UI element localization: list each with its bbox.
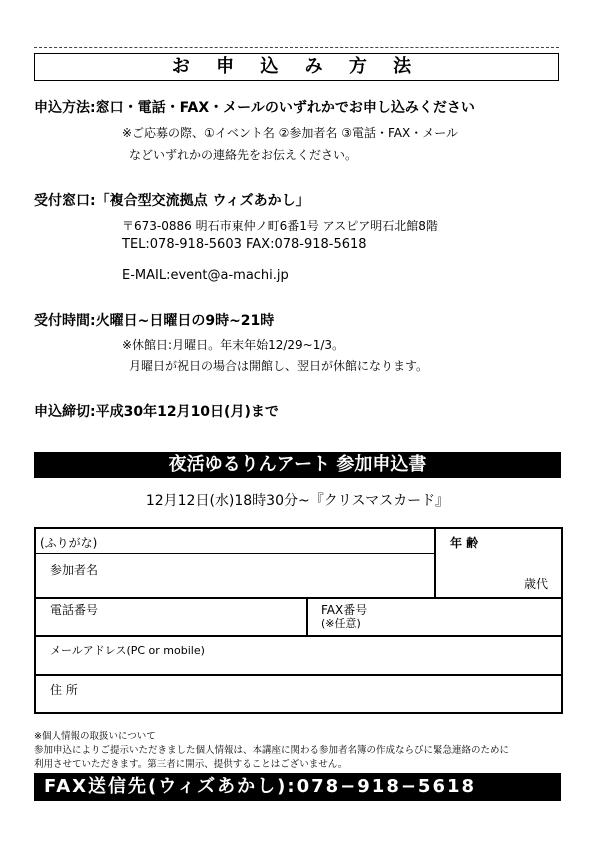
hours-note-2: 月曜日が祝日の場合は開館し、翌日が休館になります。 [129, 359, 429, 373]
privacy-title: ※個人情報の取扱いについて [34, 731, 156, 742]
top-dashed-rule [34, 47, 559, 48]
method-note-2: などいずれかの連絡先をお伝えください。 [129, 148, 358, 162]
address-label: 住 所 [50, 683, 78, 697]
age-label: 年 齢 [450, 536, 479, 550]
reception-address: 〒673-0886 明石市東仲ノ町6番1号 アスピア明石北館8階 [122, 219, 438, 233]
reception-email: E-MAIL:event@a-machi.jp [122, 268, 289, 283]
hours-line: 受付時間:火曜日~日曜日の9時~21時 [34, 313, 275, 329]
furigana-divider [36, 553, 434, 554]
form-title-bar: 夜活ゆるりんアート 参加申込書 [34, 452, 561, 478]
age-divider [434, 529, 436, 597]
fax-label: FAX番号 [321, 603, 368, 617]
privacy-line-1: 参加申込によりご提示いただきました個人情報は、本講座に関わる参加者名簿の作成ならびに緊急連絡のために [34, 745, 510, 756]
participant-name-label: 参加者名 [50, 563, 99, 577]
fax-optional-note: (※任意) [321, 617, 361, 630]
event-line: 12月12日(水)18時30分~『クリスマスカード』 [145, 493, 450, 509]
reception-line: 受付窓口:「複合型交流拠点 ウィズあかし」 [34, 193, 310, 209]
row-divider-3 [36, 674, 561, 676]
age-unit: 歳代 [524, 577, 549, 591]
reception-tel-fax: TEL:078-918-5603 FAX:078-918-5618 [122, 237, 367, 252]
phone-label: 電話番号 [50, 603, 99, 617]
apply-method-heading: お 申 込 み 方 法 [34, 53, 559, 81]
method-line: 申込方法:窓口・電話・FAX・メールのいずれかでお申し込みください [34, 100, 475, 116]
furigana-label: (ふりがな) [40, 536, 98, 550]
application-form [34, 527, 563, 714]
fax-destination-bar: FAX送信先(ウィズあかし):078−918−5618 [34, 773, 561, 801]
deadline-line: 申込締切:平成30年12月10日(月)まで [34, 404, 279, 420]
email-label: メールアドレス(PC or mobile) [50, 644, 205, 657]
hours-note-1: ※休館日:月曜日。年末年始12/29~1/3。 [122, 338, 345, 352]
row-divider-2 [36, 635, 561, 637]
method-note-1: ※ご応募の際、①イベント名 ②参加者名 ③電話・FAX・メール [122, 126, 458, 140]
row-divider-1 [36, 597, 561, 599]
fax-divider [306, 597, 308, 635]
privacy-line-2: 利用させていただきます。第三者に開示、提供することはございません。 [34, 759, 348, 770]
